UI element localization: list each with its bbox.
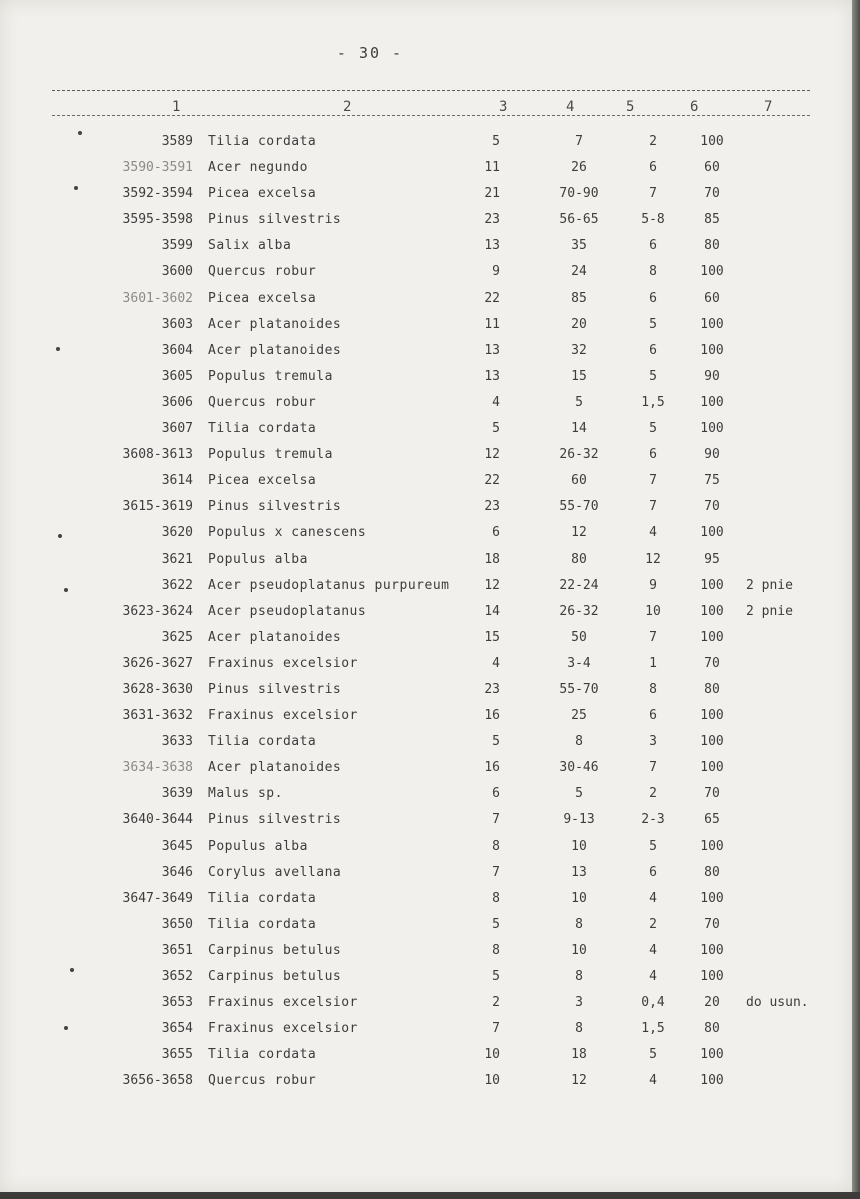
table-row xyxy=(0,263,860,289)
cell-col-4: 26 xyxy=(571,160,587,176)
cell-col-6: 65 xyxy=(704,812,720,828)
cell-remarks: 2 pnie xyxy=(746,577,793,593)
table-row xyxy=(0,629,860,655)
cell-col-3: 5 xyxy=(492,969,500,984)
margin-dot xyxy=(64,1026,68,1030)
cell-species: Pinus silvestris xyxy=(208,499,342,515)
cell-col-4: 50 xyxy=(571,629,587,645)
table-row xyxy=(0,707,860,733)
cell-col-3: 18 xyxy=(484,551,500,567)
cell-number: 3589 xyxy=(161,134,193,149)
cell-species: Tilia cordata xyxy=(208,890,317,906)
cell-col-4: 10 xyxy=(571,838,587,854)
cell-col-5: 7 xyxy=(649,473,657,489)
cell-species: Carpinus betulus xyxy=(208,969,342,984)
cell-col-6: 100 xyxy=(700,969,724,984)
cell-species: Acer pseudoplatanus purpureum xyxy=(208,577,450,593)
table-row xyxy=(0,1072,860,1098)
cell-col-5: 12 xyxy=(645,551,661,567)
cell-col-6: 90 xyxy=(704,447,720,463)
cell-number: 3653 xyxy=(161,995,193,1011)
cell-number: 3605 xyxy=(161,368,193,384)
cell-col-5: 3 xyxy=(649,734,657,750)
cell-number: 3651 xyxy=(161,942,193,958)
cell-col-4: 80 xyxy=(571,551,587,567)
cell-col-4: 25 xyxy=(571,708,587,724)
cell-col-4: 60 xyxy=(571,473,587,489)
table-row xyxy=(0,237,860,263)
cell-col-3: 10 xyxy=(484,1073,500,1089)
cell-col-5: 5 xyxy=(649,1047,657,1063)
cell-species: Populus tremula xyxy=(208,447,333,463)
cell-col-4: 35 xyxy=(571,238,587,254)
cell-species: Tilia cordata xyxy=(208,1047,317,1063)
cell-col-3: 12 xyxy=(484,447,500,463)
page-number: - 30 - xyxy=(336,44,404,62)
cell-col-6: 100 xyxy=(700,890,724,906)
cell-col-4: 8 xyxy=(575,734,583,750)
cell-col-5: 4 xyxy=(649,1073,657,1089)
table-row xyxy=(0,655,860,681)
cell-species: Pinus silvestris xyxy=(208,681,342,697)
table-row xyxy=(0,942,860,968)
cell-col-4: 12 xyxy=(571,1073,587,1089)
cell-col-4: 12 xyxy=(571,525,587,541)
header-col-2: 2 xyxy=(343,99,352,115)
cell-col-5: 5 xyxy=(649,368,657,384)
cell-col-6: 70 xyxy=(704,786,720,802)
cell-species: Salix alba xyxy=(208,238,292,254)
cell-number: 3600 xyxy=(161,264,193,280)
cell-col-4: 26-32 xyxy=(559,603,599,619)
cell-col-3: 8 xyxy=(492,942,500,958)
cell-col-3: 5 xyxy=(492,916,500,932)
cell-col-4: 7 xyxy=(575,134,583,149)
table-row xyxy=(0,368,860,394)
cell-col-6: 100 xyxy=(700,629,724,645)
table-row xyxy=(0,811,860,837)
cell-col-3: 6 xyxy=(492,525,500,541)
cell-col-3: 15 xyxy=(484,629,500,645)
cell-col-6: 100 xyxy=(700,525,724,541)
cell-species: Acer platanoides xyxy=(208,760,342,776)
cell-col-5: 2 xyxy=(649,134,657,149)
cell-species: Fraxinus excelsior xyxy=(208,708,358,724)
header-col-5: 5 xyxy=(626,99,635,115)
table-row xyxy=(0,994,860,1020)
cell-col-3: 8 xyxy=(492,890,500,906)
cell-remarks: 2 pnie xyxy=(746,603,793,619)
cell-col-5: 8 xyxy=(649,681,657,697)
cell-remarks: do usun. xyxy=(746,995,809,1011)
cell-col-4: 26-32 xyxy=(559,447,599,463)
cell-species: Tilia cordata xyxy=(208,134,317,149)
cell-col-3: 22 xyxy=(484,290,500,306)
cell-col-5: 4 xyxy=(649,525,657,541)
table-body xyxy=(0,133,860,1098)
table-row xyxy=(0,551,860,577)
cell-col-5: 5 xyxy=(649,421,657,437)
cell-number: 3646 xyxy=(161,864,193,880)
cell-col-5: 2 xyxy=(649,916,657,932)
header-col-1: 1 xyxy=(172,99,181,115)
cell-species: Picea excelsa xyxy=(208,186,317,202)
cell-col-3: 16 xyxy=(484,708,500,724)
cell-col-4: 55-70 xyxy=(559,499,599,515)
table-row xyxy=(0,342,860,368)
cell-col-6: 100 xyxy=(700,1073,724,1089)
cell-number: 3614 xyxy=(161,473,193,489)
cell-col-4: 24 xyxy=(571,264,587,280)
cell-col-3: 5 xyxy=(492,421,500,437)
cell-number: 3620 xyxy=(161,525,193,541)
cell-col-5: 2-3 xyxy=(641,812,665,828)
cell-number: 3626-3627 xyxy=(122,655,193,671)
cell-species: Quercus robur xyxy=(208,264,317,280)
cell-col-5: 7 xyxy=(649,760,657,776)
cell-col-6: 70 xyxy=(704,499,720,515)
cell-col-4: 56-65 xyxy=(559,212,599,228)
cell-number: 3625 xyxy=(161,629,193,645)
cell-col-3: 5 xyxy=(492,134,500,149)
cell-number: 3595-3598 xyxy=(122,212,193,228)
cell-col-6: 100 xyxy=(700,942,724,958)
cell-col-3: 2 xyxy=(492,995,500,1011)
cell-species: Picea excelsa xyxy=(208,290,317,306)
cell-col-3: 12 xyxy=(484,577,500,593)
cell-col-3: 13 xyxy=(484,238,500,254)
cell-col-6: 100 xyxy=(700,577,724,593)
cell-col-5: 4 xyxy=(649,942,657,958)
cell-col-5: 4 xyxy=(649,969,657,984)
cell-species: Tilia cordata xyxy=(208,421,317,437)
cell-species: Acer pseudoplatanus xyxy=(208,603,367,619)
cell-col-3: 11 xyxy=(484,160,500,176)
cell-col-3: 6 xyxy=(492,786,500,802)
cell-col-6: 100 xyxy=(700,394,724,410)
cell-number: 3603 xyxy=(161,316,193,332)
cell-col-4: 8 xyxy=(575,916,583,932)
table-row xyxy=(0,185,860,211)
cell-col-6: 100 xyxy=(700,264,724,280)
cell-col-3: 7 xyxy=(492,812,500,828)
header-rule-top xyxy=(52,90,810,91)
table-row xyxy=(0,916,860,942)
cell-species: Tilia cordata xyxy=(208,916,317,932)
table-row xyxy=(0,394,860,420)
cell-col-6: 100 xyxy=(700,316,724,332)
cell-col-6: 100 xyxy=(700,421,724,437)
cell-number: 3654 xyxy=(161,1021,193,1037)
cell-col-6: 60 xyxy=(704,160,720,176)
cell-col-3: 5 xyxy=(492,734,500,750)
table-row xyxy=(0,577,860,603)
cell-col-3: 21 xyxy=(484,186,500,202)
cell-col-6: 75 xyxy=(704,473,720,489)
cell-col-3: 9 xyxy=(492,264,500,280)
cell-col-4: 20 xyxy=(571,316,587,332)
table-row xyxy=(0,838,860,864)
cell-col-3: 7 xyxy=(492,864,500,880)
table-row xyxy=(0,1020,860,1046)
cell-number: 3615-3619 xyxy=(122,499,193,515)
cell-species: Populus alba xyxy=(208,838,308,854)
cell-species: Populus alba xyxy=(208,551,308,567)
cell-col-4: 85 xyxy=(571,290,587,306)
cell-col-5: 6 xyxy=(649,864,657,880)
cell-col-4: 9-13 xyxy=(563,812,595,828)
cell-col-6: 80 xyxy=(704,238,720,254)
table-row xyxy=(0,524,860,550)
cell-number: 3599 xyxy=(161,238,193,254)
cell-col-6: 60 xyxy=(704,290,720,306)
cell-col-3: 7 xyxy=(492,1021,500,1037)
cell-col-5: 6 xyxy=(649,238,657,254)
cell-col-3: 23 xyxy=(484,681,500,697)
margin-dot xyxy=(58,534,62,538)
cell-col-4: 22-24 xyxy=(559,577,599,593)
cell-species: Quercus robur xyxy=(208,1073,317,1089)
cell-col-5: 5-8 xyxy=(641,212,665,228)
cell-number: 3592-3594 xyxy=(122,186,193,202)
table-row xyxy=(0,1046,860,1072)
cell-col-6: 70 xyxy=(704,655,720,671)
cell-species: Malus sp. xyxy=(208,786,283,802)
cell-species: Acer platanoides xyxy=(208,316,342,332)
cell-species: Corylus avellana xyxy=(208,864,342,880)
cell-col-6: 100 xyxy=(700,134,724,149)
cell-col-3: 4 xyxy=(492,655,500,671)
cell-col-6: 80 xyxy=(704,681,720,697)
cell-col-6: 100 xyxy=(700,760,724,776)
cell-number: 3639 xyxy=(161,786,193,802)
cell-col-5: 6 xyxy=(649,290,657,306)
margin-dot xyxy=(78,131,82,135)
cell-species: Carpinus betulus xyxy=(208,942,342,958)
cell-col-3: 23 xyxy=(484,212,500,228)
table-row xyxy=(0,603,860,629)
table-row xyxy=(0,733,860,759)
cell-number: 3656-3658 xyxy=(122,1073,193,1089)
cell-col-3: 23 xyxy=(484,499,500,515)
cell-col-4: 10 xyxy=(571,890,587,906)
cell-col-6: 80 xyxy=(704,1021,720,1037)
cell-col-5: 6 xyxy=(649,342,657,358)
table-row xyxy=(0,290,860,316)
header-rule-bottom xyxy=(52,115,810,116)
cell-col-4: 55-70 xyxy=(559,681,599,697)
cell-col-6: 70 xyxy=(704,916,720,932)
cell-species: Fraxinus excelsior xyxy=(208,655,358,671)
cell-number: 3604 xyxy=(161,342,193,358)
cell-col-6: 95 xyxy=(704,551,720,567)
cell-number: 3590-3591 xyxy=(122,160,193,176)
header-col-7: 7 xyxy=(764,99,773,115)
cell-species: Pinus silvestris xyxy=(208,212,342,228)
cell-col-5: 6 xyxy=(649,160,657,176)
cell-col-6: 100 xyxy=(700,342,724,358)
cell-col-5: 5 xyxy=(649,838,657,854)
cell-species: Acer negundo xyxy=(208,160,308,176)
cell-number: 3645 xyxy=(161,838,193,854)
table-row xyxy=(0,864,860,890)
table-row xyxy=(0,785,860,811)
cell-col-6: 100 xyxy=(700,734,724,750)
table-row xyxy=(0,759,860,785)
cell-col-4: 5 xyxy=(575,394,583,410)
cell-col-5: 5 xyxy=(649,316,657,332)
cell-col-4: 32 xyxy=(571,342,587,358)
cell-col-6: 80 xyxy=(704,864,720,880)
margin-dot xyxy=(56,347,60,351)
cell-col-5: 6 xyxy=(649,708,657,724)
cell-number: 3628-3630 xyxy=(122,681,193,697)
cell-col-6: 100 xyxy=(700,708,724,724)
cell-species: Acer platanoides xyxy=(208,629,342,645)
table-row xyxy=(0,420,860,446)
table-row xyxy=(0,498,860,524)
table-row xyxy=(0,446,860,472)
cell-col-4: 10 xyxy=(571,942,587,958)
table-row xyxy=(0,968,860,994)
margin-dot xyxy=(74,186,78,190)
cell-number: 3650 xyxy=(161,916,193,932)
cell-col-5: 8 xyxy=(649,264,657,280)
cell-col-3: 14 xyxy=(484,603,500,619)
cell-species: Populus tremula xyxy=(208,368,333,384)
cell-col-6: 100 xyxy=(700,1047,724,1063)
cell-species: Fraxinus excelsior xyxy=(208,1021,358,1037)
cell-number: 3633 xyxy=(161,734,193,750)
cell-species: Tilia cordata xyxy=(208,734,317,750)
table-row xyxy=(0,159,860,185)
cell-col-6: 100 xyxy=(700,603,724,619)
cell-col-4: 8 xyxy=(575,969,583,984)
cell-col-4: 18 xyxy=(571,1047,587,1063)
cell-col-5: 1 xyxy=(649,655,657,671)
table-row xyxy=(0,472,860,498)
cell-col-4: 3-4 xyxy=(567,655,591,671)
cell-col-5: 9 xyxy=(649,577,657,593)
header-col-6: 6 xyxy=(690,99,699,115)
cell-number: 3623-3624 xyxy=(122,603,193,619)
cell-number: 3607 xyxy=(161,421,193,437)
cell-col-3: 16 xyxy=(484,760,500,776)
cell-col-3: 11 xyxy=(484,316,500,332)
cell-number: 3655 xyxy=(161,1047,193,1063)
cell-col-6: 100 xyxy=(700,838,724,854)
cell-col-3: 22 xyxy=(484,473,500,489)
cell-col-5: 10 xyxy=(645,603,661,619)
scan-edge-bottom xyxy=(0,1192,860,1199)
cell-number: 3631-3632 xyxy=(122,708,193,724)
header-col-3: 3 xyxy=(499,99,508,115)
table-row xyxy=(0,681,860,707)
cell-col-3: 13 xyxy=(484,342,500,358)
scan-edge-right xyxy=(852,0,860,1199)
cell-col-5: 1,5 xyxy=(641,1021,665,1037)
cell-col-6: 20 xyxy=(704,995,720,1011)
cell-col-5: 7 xyxy=(649,186,657,202)
cell-col-3: 4 xyxy=(492,394,500,410)
cell-col-5: 0,4 xyxy=(641,995,665,1011)
header-col-4: 4 xyxy=(566,99,575,115)
cell-number: 3647-3649 xyxy=(122,890,193,906)
cell-number: 3608-3613 xyxy=(122,447,193,463)
cell-col-6: 85 xyxy=(704,212,720,228)
cell-species: Populus x canescens xyxy=(208,525,367,541)
cell-col-4: 8 xyxy=(575,1021,583,1037)
margin-dot xyxy=(70,968,74,972)
cell-species: Pinus silvestris xyxy=(208,812,342,828)
cell-col-5: 2 xyxy=(649,786,657,802)
cell-col-4: 15 xyxy=(571,368,587,384)
cell-col-3: 8 xyxy=(492,838,500,854)
cell-number: 3621 xyxy=(161,551,193,567)
cell-species: Acer platanoides xyxy=(208,342,342,358)
cell-col-5: 7 xyxy=(649,629,657,645)
table-row xyxy=(0,133,860,159)
cell-col-4: 13 xyxy=(571,864,587,880)
table-row xyxy=(0,316,860,342)
cell-col-5: 7 xyxy=(649,499,657,515)
cell-col-3: 10 xyxy=(484,1047,500,1063)
cell-col-4: 30-46 xyxy=(559,760,599,776)
cell-number: 3640-3644 xyxy=(122,812,193,828)
cell-species: Quercus robur xyxy=(208,394,317,410)
cell-col-6: 90 xyxy=(704,368,720,384)
cell-number: 3601-3602 xyxy=(122,290,193,306)
cell-col-5: 1,5 xyxy=(641,394,665,410)
table-row xyxy=(0,211,860,237)
table-row xyxy=(0,890,860,916)
cell-number: 3606 xyxy=(161,394,193,410)
cell-col-3: 13 xyxy=(484,368,500,384)
cell-col-4: 70-90 xyxy=(559,186,599,202)
cell-col-4: 3 xyxy=(575,995,583,1011)
cell-col-6: 70 xyxy=(704,186,720,202)
cell-number: 3652 xyxy=(161,969,193,984)
cell-col-5: 4 xyxy=(649,890,657,906)
margin-dot xyxy=(64,588,68,592)
cell-number: 3634-3638 xyxy=(122,760,193,776)
cell-number: 3622 xyxy=(161,577,193,593)
cell-col-4: 5 xyxy=(575,786,583,802)
cell-species: Picea excelsa xyxy=(208,473,317,489)
cell-col-4: 14 xyxy=(571,421,587,437)
cell-species: Fraxinus excelsior xyxy=(208,995,358,1011)
cell-col-5: 6 xyxy=(649,447,657,463)
